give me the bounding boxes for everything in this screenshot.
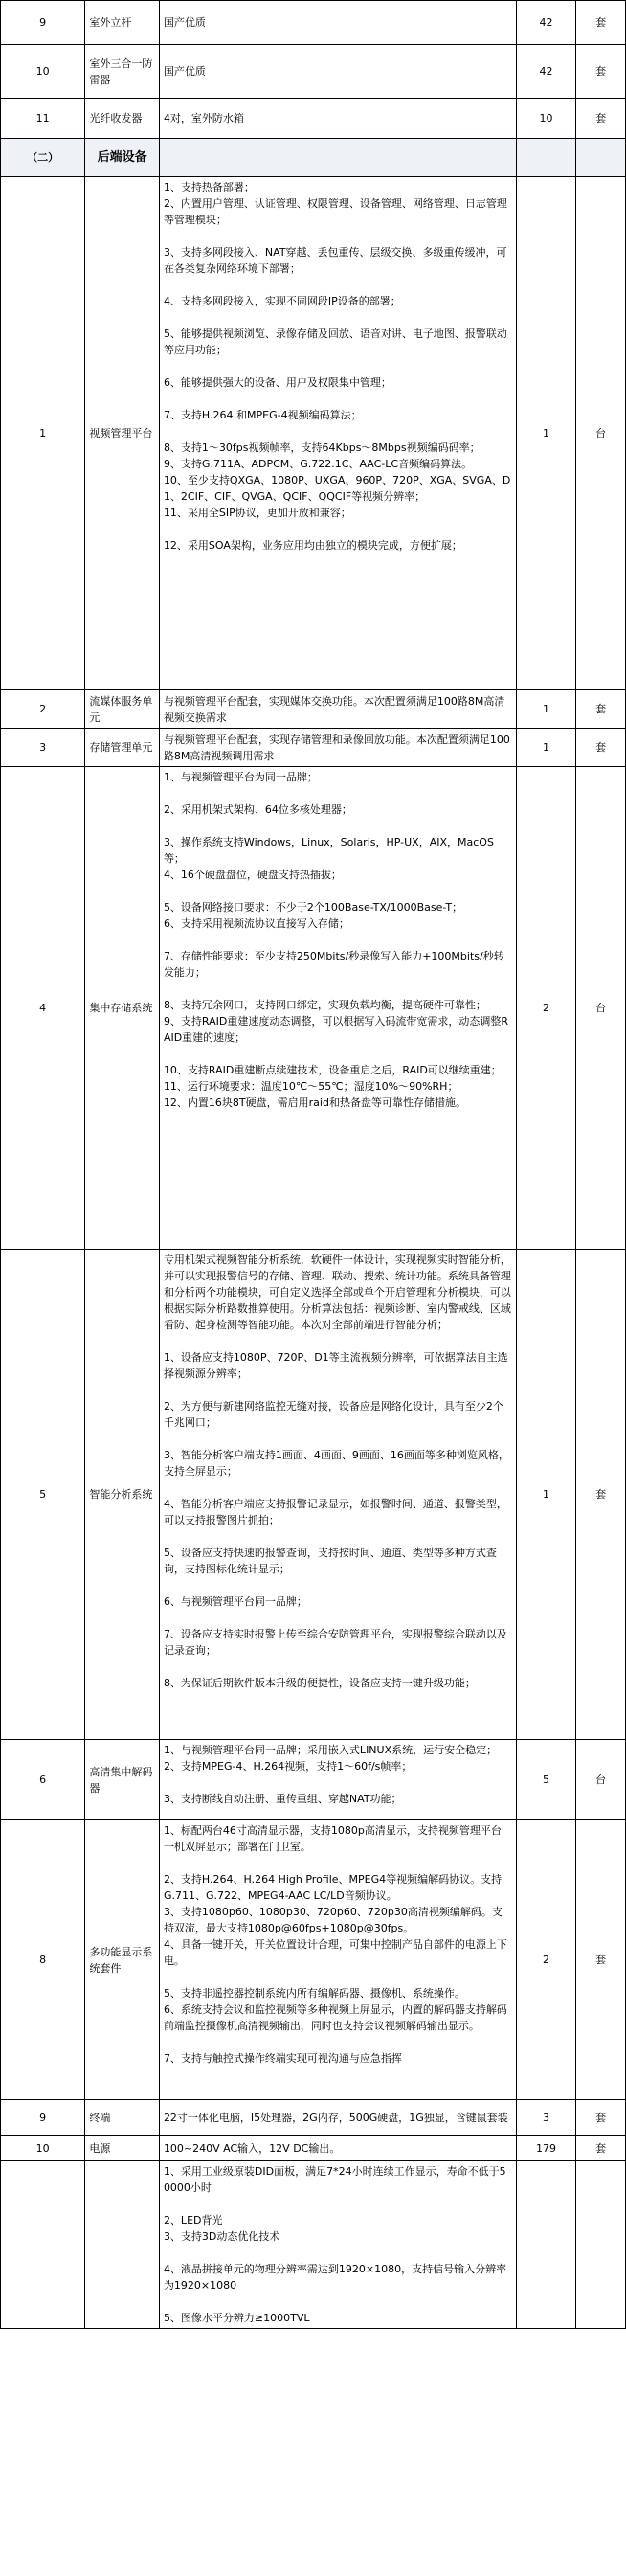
row-number-cell: 8 xyxy=(1,1820,85,2100)
item-name-cell: 终端 xyxy=(85,2100,160,2136)
table-row xyxy=(1,99,626,139)
row-number-cell: 9 xyxy=(1,2100,85,2136)
quantity-cell: 5 xyxy=(516,1740,575,1820)
row-number-cell: 10 xyxy=(1,45,85,99)
table-row xyxy=(1,1740,626,1820)
item-name-cell: 多功能显示系统套件 xyxy=(85,1820,160,2100)
row-number-cell xyxy=(1,2161,85,2329)
row-number-cell: 11 xyxy=(1,99,85,139)
spec-cell: 1、标配两台46寸高清显示器，支持1080p高清显示，支持视频管理平台一机双屏显示；部署在门卫室。 2、支持H.264、H.264 High Profile、MPEG4等视频编解码协议。支持G.711、G.722、MPEG4-AAC LC/LD音频协议。 3、支持1080p60、1080p30、720p60、720p30高清视频编解码。支持双流，最大支持1080p@60fps+1080p@30fps。 4、具备一键开关，开关位置设计合理，可集中控制产品自部件的电源上下电。 5、支持非遥控器控制系统内所有编解码器、摄像机、系统操作。 6、系统支持会议和监控视频等多种视频上屏显示，内置的解码器支持解码前端监控摄像机高清视频输出，同时也支持会议视频解码输出显示。 7、支持与触控式操作终端实现可视沟通与应急指挥 xyxy=(159,1820,516,2100)
quantity-cell: 2 xyxy=(516,1820,575,2100)
quantity-cell: 3 xyxy=(516,2100,575,2136)
spec-cell: 与视频管理平台配套，实现存储管理和录像回放功能。本次配置须满足100路8M高清视频调用需求 xyxy=(159,729,516,767)
item-name-cell: 后端设备 xyxy=(85,139,160,177)
quantity-cell: 1 xyxy=(516,729,575,767)
spec-cell: 22寸一体化电脑，I5处理器，2G内存，500G硬盘，1G独显，含键鼠套装 xyxy=(159,2100,516,2136)
item-name-cell: 流媒体服务单元 xyxy=(85,690,160,729)
spec-cell: 1、支持热备部署； 2、内置用户管理、认证管理、权限管理、设备管理、网络管理、日志管理等管理模块； 3、支持多网段接入、NAT穿越、丢包重传、层级交换、多级重传缓冲，可在各类复杂网络环境下部署； 4、支持多网段接入，实现不同网段IP设备的部署； 5、能够提供视频浏览、录像存储及回放、语音对讲、电子地图、报警联动等应用功能； 6、能够提供强大的设备、用户及权限集中管理； 7、支持H.264 和MPEG-4视频编码算法； 8、支持1～30fps视频帧率，支持64Kbps～8Mbps视频编码码率； 9、支持G.711A、ADPCM、G.722.1C、AAC-LC音频编码算法。 10、至少支持QXGA、1080P、UXGA、960P、720P、XGA、SVGA、D1、2CIF、CIF、QVGA、QCIF、QQCIF等视频分辨率； 11、采用全SIP协议，更加开放和兼容； 12、采用SOA架构，业务应用均由独立的模块完成，方便扩展； xyxy=(159,177,516,690)
unit-cell: 台 xyxy=(576,767,626,1250)
quantity-cell: 42 xyxy=(516,45,575,99)
spec-cell: 国产优质 xyxy=(159,1,516,45)
row-number-cell: （二） xyxy=(1,139,85,177)
table-row xyxy=(1,45,626,99)
item-name-cell: 高清集中解码器 xyxy=(85,1740,160,1820)
table-row xyxy=(1,729,626,767)
item-name-cell: 智能分析系统 xyxy=(85,1250,160,1740)
row-number-cell: 1 xyxy=(1,177,85,690)
quantity-cell: 1 xyxy=(516,690,575,729)
quantity-cell: 1 xyxy=(516,177,575,690)
row-number-cell: 2 xyxy=(1,690,85,729)
unit-cell xyxy=(576,2161,626,2329)
table-row xyxy=(1,2161,626,2329)
unit-cell: 套 xyxy=(576,729,626,767)
section-header-row xyxy=(1,139,626,177)
row-number-cell: 6 xyxy=(1,1740,85,1820)
table-row xyxy=(1,2136,626,2161)
item-name-cell: 视频管理平台 xyxy=(85,177,160,690)
unit-cell: 套 xyxy=(576,1,626,45)
spec-cell: 100~240V AC输入，12V DC输出。 xyxy=(159,2136,516,2161)
table-row xyxy=(1,1820,626,2100)
spec-cell: 专用机架式视频智能分析系统，软硬件一体设计，实现视频实时智能分析，并可以实现报警信号的存储、管理、联动、搜索、统计功能。系统具备管理和分析两个功能模块，可自定义选择全部或单个开启管理和分析模块，可以根据实际分析路数推算使用。分析算法包括：视频诊断、室内警戒线、区域看防、起身检测等智能功能。本次对全部前端进行智能分析； 1、设备应支持1080P、720P、D1等主流视频分辨率，可依据算法自主选择视频源分辨率； 2、为方便与新建网络监控无缝对接，设备应是网络化设计，具有至少2个千兆网口； 3、智能分析客户端支持1画面、4画面、9画面、16画面等多种浏览风格，支持全屏显示； 4、智能分析客户端应支持报警记录显示，如报警时间、通道、报警类型，可以支持报警图片抓拍； 5、设备应支持快速的报警查询，支持按时间、通道、类型等多种方式查询，支持图标化统计显示； 6、与视频管理平台同一品牌； 7、设备应支持实时报警上传至综合安防管理平台，实现报警综合联动以及记录查询； 8、为保证后期软件版本升级的便捷性，设备应支持一键升级功能； xyxy=(159,1250,516,1740)
spec-cell: 1、采用工业级原装DID面板，满足7*24小时连续工作显示，寿命不低于50000小时 2、LED背光 3、支持3D动态优化技术 4、液晶拼接单元的物理分辨率需达到1920×1080，支持信号输入分辨率为1920×1080 5、图像水平分辨力≥1000TVL xyxy=(159,2161,516,2329)
table-row xyxy=(1,177,626,690)
quantity-cell: 42 xyxy=(516,1,575,45)
spec-cell: 1、与视频管理平台为同一品牌； 2、采用机架式架构、64位多核处理器； 3、操作系统支持Windows，Linux，Solaris，HP-UX，AIX，MacOS等； 4、16个硬盘盘位，硬盘支持热插拔； 5、设备网络接口要求：不少于2个100Base-TX/1000Base-T； 6、支持采用视频流协议直接写入存储； 7、存储性能要求：至少支持250Mbits/秒录像写入能力+100Mbits/秒转发能力； 8、支持冗余网口，支持网口绑定，实现负载均衡，提高硬件可靠性； 9、支持RAID重建速度动态调整，可以根据写入码流带宽需求，动态调整RAID重建的速度； 10、支持RAID重建断点续建技术，设备重启之后，RAID可以继续重建； 11、运行环境要求：温度10℃～55℃；湿度10%～90%RH； 12、内置16块8T硬盘，需启用raid和热备盘等可靠性存储措施。 xyxy=(159,767,516,1250)
quantity-cell: 179 xyxy=(516,2136,575,2161)
item-name-cell: 光纤收发器 xyxy=(85,99,160,139)
item-name-cell: 室外三合一防雷器 xyxy=(85,45,160,99)
quantity-cell: 2 xyxy=(516,767,575,1250)
spec-cell: 与视频管理平台配套，实现媒体交换功能。本次配置须满足100路8M高清视频交换需求 xyxy=(159,690,516,729)
unit-cell: 套 xyxy=(576,2100,626,2136)
spec-cell: 1、与视频管理平台同一品牌；采用嵌入式LINUX系统，运行安全稳定； 2、支持MPEG-4、H.264视频，支持1～60f/s帧率； 3、支持断线自动注册、重传重组、穿越NAT功能； xyxy=(159,1740,516,1820)
unit-cell: 台 xyxy=(576,177,626,690)
unit-cell: 套 xyxy=(576,45,626,99)
quantity-cell xyxy=(516,2161,575,2329)
item-name-cell: 集中存储系统 xyxy=(85,767,160,1250)
row-number-cell: 4 xyxy=(1,767,85,1250)
quantity-cell xyxy=(516,139,575,177)
table-row xyxy=(1,690,626,729)
table-row xyxy=(1,767,626,1250)
spec-cell: 4对，室外防水箱 xyxy=(159,99,516,139)
item-name-cell xyxy=(85,2161,160,2329)
row-number-cell: 9 xyxy=(1,1,85,45)
item-name-cell: 室外立杆 xyxy=(85,1,160,45)
row-number-cell: 10 xyxy=(1,2136,85,2161)
quantity-cell: 1 xyxy=(516,1250,575,1740)
unit-cell: 套 xyxy=(576,2136,626,2161)
equipment-spec-table-body xyxy=(1,1,626,2329)
table-row xyxy=(1,1250,626,1740)
unit-cell: 套 xyxy=(576,99,626,139)
row-number-cell: 3 xyxy=(1,729,85,767)
table-row xyxy=(1,2100,626,2136)
spec-cell: 国产优质 xyxy=(159,45,516,99)
row-number-cell: 5 xyxy=(1,1250,85,1740)
unit-cell xyxy=(576,139,626,177)
spec-cell xyxy=(159,139,516,177)
item-name-cell: 存储管理单元 xyxy=(85,729,160,767)
item-name-cell: 电源 xyxy=(85,2136,160,2161)
unit-cell: 台 xyxy=(576,1740,626,1820)
quantity-cell: 10 xyxy=(516,99,575,139)
table-row xyxy=(1,1,626,45)
unit-cell: 套 xyxy=(576,1250,626,1740)
unit-cell: 套 xyxy=(576,1820,626,2100)
unit-cell: 套 xyxy=(576,690,626,729)
